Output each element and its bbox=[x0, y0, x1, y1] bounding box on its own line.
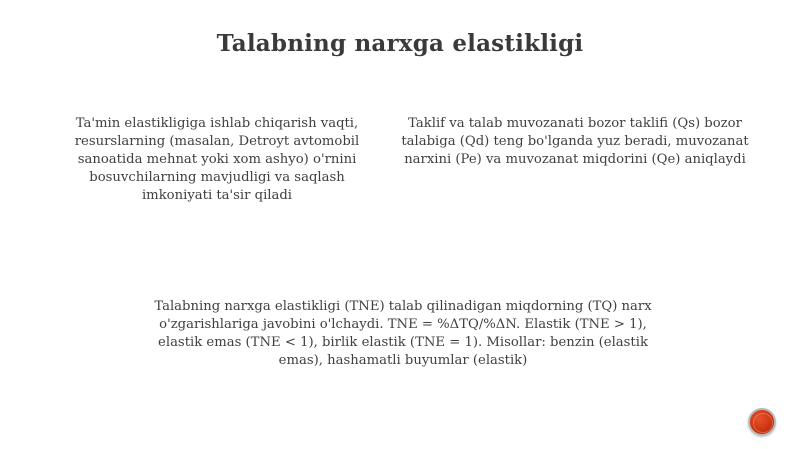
left-text-block: Ta'min elastikligiga ishlab chiqarish vaqti, resurslarning (masalan, Detroyt avtomobil sanoatida mehnat yoki xom ashyo) o'rnini bosuvchilarning mavjudligi va saqlash imkoniyati ta'sir qiladi bbox=[74, 116, 360, 203]
slide-title: Talabning narxga elastikligi bbox=[216, 30, 584, 57]
right-text-block: Taklif va talab muvozanati bozor taklifi (Qs) bozor talabiga (Qd) teng bo'lganda yuz beradi, muvozanat narxini (Pe) va muvozanat miqdorini (Qe) aniqlaydi bbox=[401, 116, 749, 167]
next-slide-button[interactable] bbox=[748, 408, 776, 436]
bottom-text-block: Talabning narxga elastikligi (TNE) talab qilinadigan miqdorning (TQ) narx o'zgarishlariga javobini o'lchaydi. TNE = %ΔTQ/%ΔN. Elastik (TNE > 1), elastik emas (TNE < 1), birlik elastik (TNE = 1). Misollar: benzin (elastik emas), hashamatli buyumlar (elastik) bbox=[154, 299, 652, 368]
